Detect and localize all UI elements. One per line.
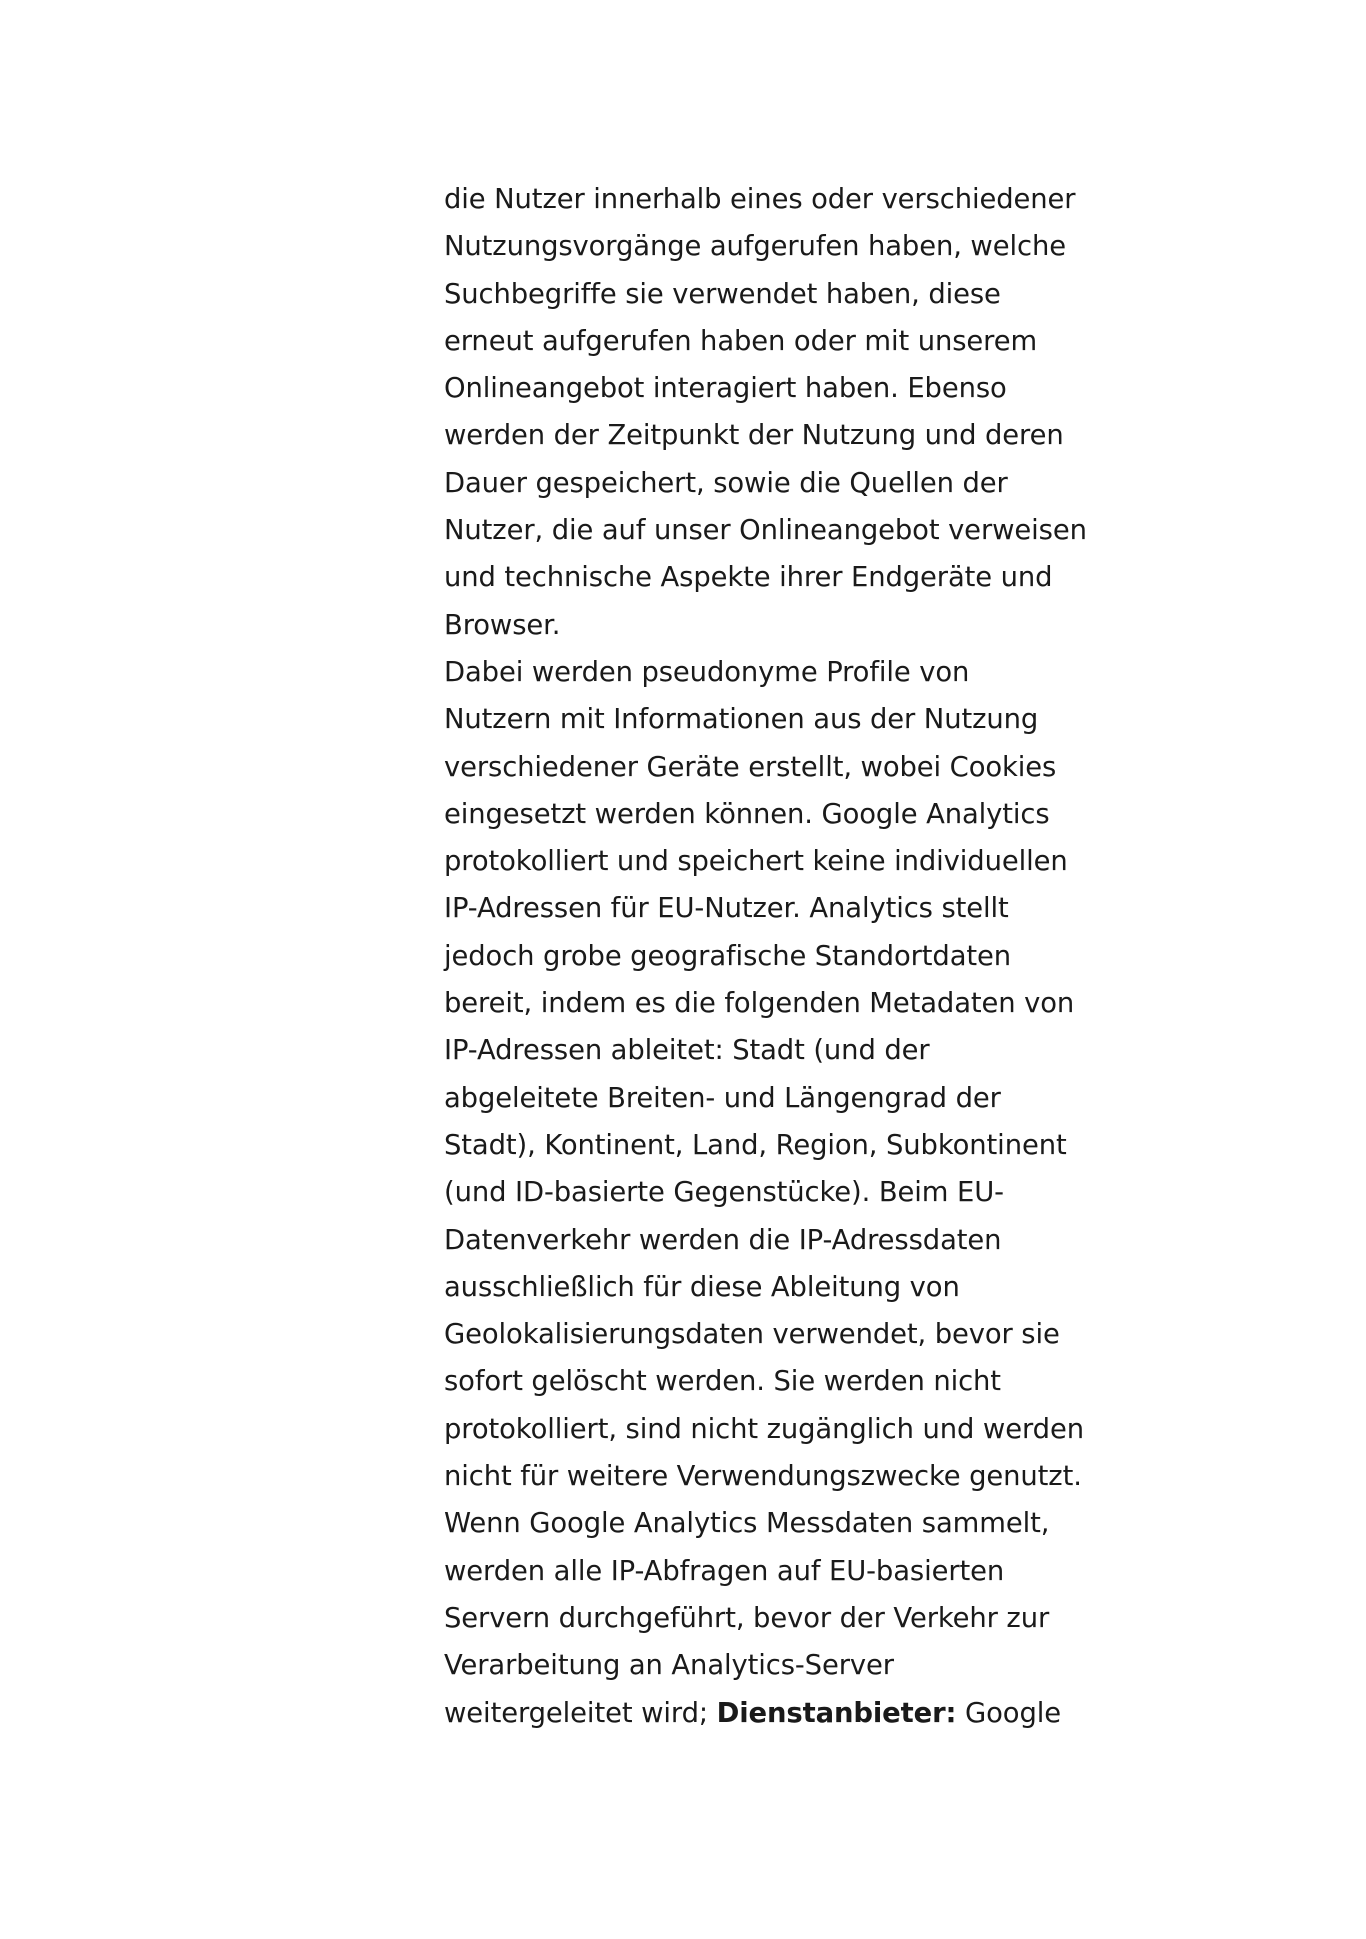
text-line: ausschließlich für diese Ableitung von [444,1271,960,1303]
text-line: Servern durchgeführt, bevor der Verkehr zur [444,1602,1050,1634]
last-text-line [444,1690,1184,1737]
text-line: Nutzungsvorgänge aufgerufen haben, welche [444,231,1066,263]
text-line: (und ID-basierte Gegenstücke). Beim EU- [444,1177,1004,1209]
text-line: werden der Zeitpunkt der Nutzung und deren [444,420,1064,452]
text-line: Nutzer, die auf unser Onlineangebot verweisen [444,515,1087,547]
text-line: eingesetzt werden können. Google Analytics [444,798,1050,830]
text-line: sofort gelöscht werden. Sie werden nicht [444,1366,1001,1398]
text-line: Suchbegriffe sie verwendet haben, diese [444,278,1001,310]
text-line: erneut aufgerufen haben oder mit unserem [444,325,1038,357]
service-provider-label: Dienstanbieter: [716,1697,957,1729]
text-line: Verarbeitung an Analytics-Server [444,1650,894,1682]
text-line: die Nutzer innerhalb eines oder verschiedener [444,184,1076,215]
text-line: werden alle IP-Abfragen auf EU-basierten [444,1555,1005,1587]
text-line: verschiedener Geräte erstellt, wobei Cookies [444,751,1057,783]
text-line: Nutzern mit Informationen aus der Nutzung [444,704,1039,736]
text-line: protokolliert und speichert keine individuellen [444,846,1068,878]
text-line: Wenn Google Analytics Messdaten sammelt, [444,1508,1050,1540]
text-line: Dabei werden pseudonyme Profile von [444,656,970,688]
text-line: IP-Adressen ableitet: Stadt (und der [444,1035,930,1067]
service-provider-value: Google [956,1697,1062,1729]
text-line: abgeleitete Breiten- und Längengrad der [444,1082,1001,1114]
text-line: Dauer gespeichert, sowie die Quellen der [444,467,1008,499]
text-line: Browser. [444,609,561,641]
last-line-prefix: weitergeleitet wird; [444,1697,717,1729]
body-text [444,176,1184,1737]
text-line: IP-Adressen für EU-Nutzer. Analytics stellt [444,893,1009,925]
text-line: nicht für weitere Verwendungszwecke genutzt. [444,1461,1082,1493]
text-line: protokolliert, sind nicht zugänglich und werden [444,1413,1084,1445]
text-line: Stadt), Kontinent, Land, Region, Subkontinent [444,1129,1067,1161]
text-line: und technische Aspekte ihrer Endgeräte und [444,562,1053,594]
text-line: Datenverkehr werden die IP-Adressdaten [444,1224,1002,1256]
text-line: Onlineangebot interagiert haben. Ebenso [444,373,1007,405]
text-line: Geolokalisierungsdaten verwendet, bevor sie [444,1319,1060,1351]
text-line: bereit, indem es die folgenden Metadaten von [444,988,1075,1020]
text-line: jedoch grobe geografische Standortdaten [444,940,1012,972]
